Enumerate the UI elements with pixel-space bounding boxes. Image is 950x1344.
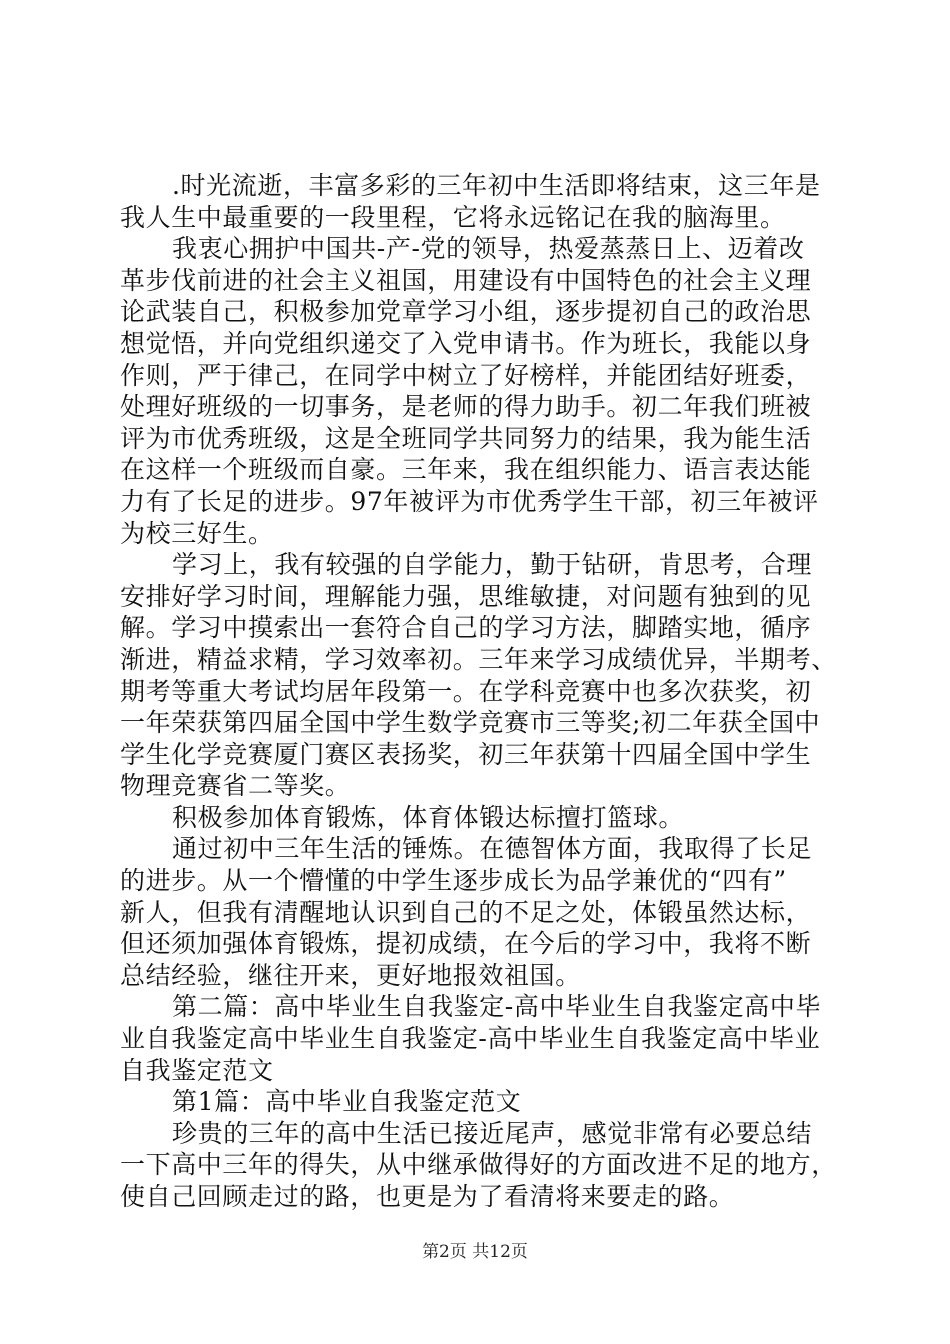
text-line: 使自己回顾走过的路，也更是为了看清将来要走的路。 [120, 1182, 735, 1211]
text-line: 作则，严于律己，在同学中树立了好榜样，并能团结好班委， [120, 360, 812, 390]
document-body [120, 170, 837, 1213]
text-line: 渐进，精益求精，学习效率初。三年来学习成绩优异，半期考、 [120, 644, 837, 674]
text-line: 期考等重大考试均居年段第一。在学科竞赛中也多次获奖，初 [120, 676, 812, 706]
text-line: 力有了长足的进步。97年被评为市优秀学生干部，初三年被评 [120, 486, 819, 516]
text-line: 一年荣获第四届全国中学生数学竞赛市三等奖;初二年获全国中 [120, 708, 821, 738]
text-line: 物理竞赛省二等奖。 [120, 771, 351, 801]
page-footer: 第2页 共12页 [422, 1242, 528, 1262]
text-line: 安排好学习时间，理解能力强，思维敏捷，对问题有独到的见 [120, 581, 812, 611]
text-line: 学生化学竞赛厦门赛区表扬奖，初三年获第十四届全国中学生 [120, 739, 812, 769]
text-line: 我人生中最重要的一段里程，它将永远铭记在我的脑海里。 [120, 202, 786, 232]
text-line: 自我鉴定范文 [120, 1055, 274, 1085]
text-line: 论武装自己，积极参加党章学习小组，逐步提初自己的政治思 [120, 297, 812, 327]
text-line: 第1篇：高中毕业自我鉴定范文 [172, 1087, 522, 1117]
text-line: 评为市优秀班级，这是全班同学共同努力的结果，我为能生活 [120, 423, 812, 453]
text-line: 解。学习中摸索出一套符合自己的学习方法，脚踏实地，循序 [120, 613, 812, 643]
text-line: 第二篇：高中毕业生自我鉴定-高中毕业生自我鉴定高中毕 [172, 992, 822, 1022]
text-line: 在这样一个班级而自豪。三年来，我在组织能力、语言表达能 [120, 455, 812, 485]
text-line: 通过初中三年生活的锤炼。在德智体方面，我取得了长足 [172, 834, 813, 864]
text-line: 积极参加体育锻炼，体育体锻达标擅打篮球。 [172, 802, 685, 832]
text-line: 我衷心拥护中国共-产-党的领导，热爱蒸蒸日上、迈着改 [172, 234, 805, 264]
text-line: 珍贵的三年的高中生活已接近尾声，感觉非常有必要总结 [172, 1118, 813, 1148]
text-line: .时光流逝，丰富多彩的三年初中生活即将结束，这三年是 [172, 171, 821, 200]
text-line: 但还须加强体育锻炼，提初成绩，在今后的学习中，我将不断 [120, 929, 812, 959]
text-line: 革步伐前进的社会主义祖国，用建设有中国特色的社会主义理 [120, 265, 812, 295]
text-line: 学习上，我有较强的自学能力，勤于钻研，肯思考，合理 [172, 550, 813, 580]
text-line: 处理好班级的一切事务，是老师的得力助手。初二年我们班被 [120, 392, 812, 422]
text-line: 的进步。从一个懵懂的中学生逐步成长为品学兼优的“四有” [120, 866, 787, 896]
text-line: 想觉悟，并向党组织递交了入党申请书。作为班长，我能以身 [120, 328, 812, 358]
text-line: 业自我鉴定高中毕业生自我鉴定-高中毕业生自我鉴定高中毕业 [120, 1024, 821, 1054]
text-line: 新人，但我有清醒地认识到自己的不足之处，体锻虽然达标， [120, 897, 812, 927]
text-line: 总结经验，继往开来，更好地报效祖国。 [120, 960, 581, 990]
text-line: 为校三好生。 [120, 518, 274, 548]
text-line: 一下高中三年的得失，从中继承做得好的方面改进不足的地方， [120, 1150, 837, 1180]
